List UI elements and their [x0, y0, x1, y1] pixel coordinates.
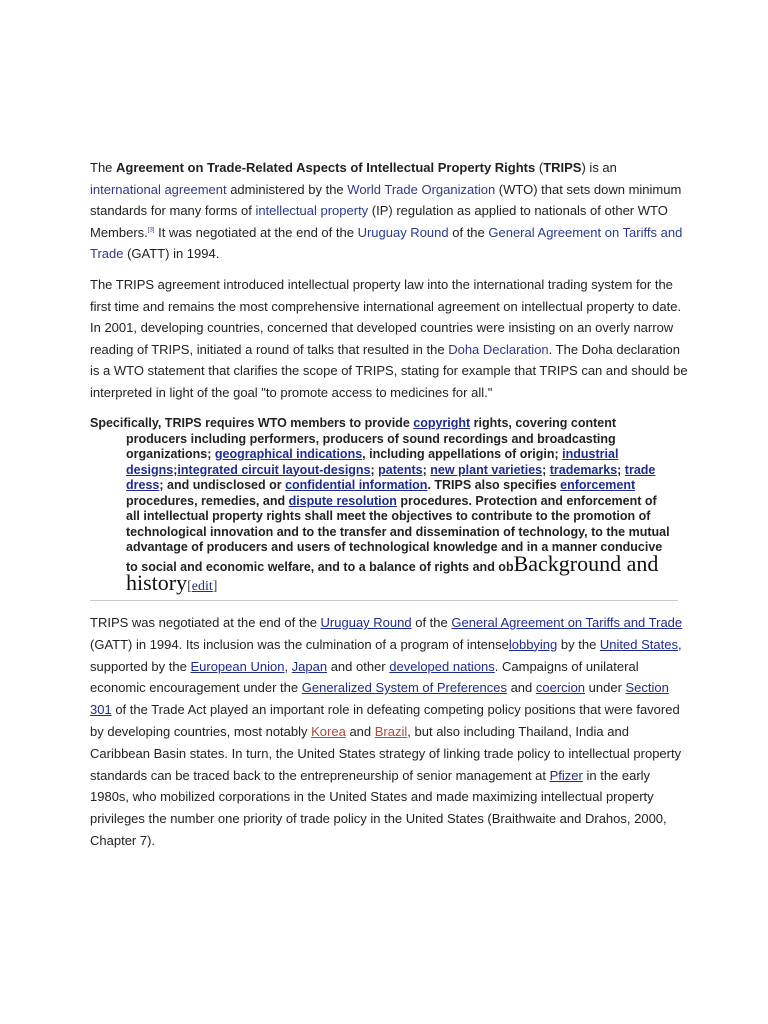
text: ) is an [581, 160, 617, 175]
link-geographical-indications[interactable]: geographical indications [214, 447, 363, 461]
text: and [506, 680, 536, 696]
text: TRIPS was negotiated at the end of the [90, 615, 321, 630]
link-enforcement[interactable]: enforcement [560, 478, 636, 492]
trips-overview-paragraph [90, 274, 688, 404]
link-trade-dress[interactable]: trade dress [126, 462, 656, 492]
text: under [585, 680, 626, 696]
link-industrial-designs[interactable]: industrial designs [126, 447, 619, 477]
text: of the [448, 224, 489, 240]
text: ; [542, 462, 550, 477]
text: of the Trade Act played an important role in defeating competing policy positions that were favored by developing countries, most notably [90, 702, 680, 739]
text: , [284, 658, 292, 674]
edit-section-link-group [187, 579, 217, 594]
link-pfizer[interactable]: Pfizer [549, 767, 583, 783]
link-japan[interactable]: Japan [291, 658, 328, 674]
text: rights, covering content [470, 416, 617, 430]
link-uruguay-round[interactable]: Uruguay Round [320, 615, 412, 630]
text: . TRIPS also specifies [427, 478, 561, 492]
text: in the early 1980s, who mobilized corporations in the United States and made maximizing intellectual property privileges the number one priority of trade policy in the United States (Braithwaite and Drahos, 2000, Chapter 7). [90, 767, 667, 848]
link-integrated-circuit-layout-designs[interactable]: integrated circuit layout-designs [177, 462, 371, 477]
agreement-title-bold: Agreement on Trade-Related Aspects of Intellectual Property Rights [116, 160, 536, 175]
heading-divider [90, 600, 678, 601]
link-confidential-information[interactable]: confidential information [285, 478, 428, 492]
text: administered by the [226, 181, 348, 197]
text: producers including performers, producers of sound recordings and broadcasting organizations; [126, 431, 616, 461]
text: ; [422, 462, 431, 477]
text: Specifically, TRIPS requires WTO members to provide [90, 416, 414, 430]
link-european-union[interactable]: European Union [190, 658, 285, 674]
link-lobbying[interactable]: lobbying [508, 636, 558, 652]
text: by the [557, 636, 600, 652]
intro-paragraph [90, 157, 688, 265]
reference-link[interactable]: [3] [147, 227, 155, 234]
link-patents[interactable]: patents [378, 462, 423, 477]
text: (IP) regulation as applied to nationals of other WTO Members. [90, 203, 668, 240]
section-heading-background: Background and history [126, 550, 659, 595]
link-section-301[interactable]: Section 301 [90, 680, 669, 718]
requirements-first-line [90, 416, 670, 432]
link-brazil[interactable]: Brazil [374, 723, 408, 739]
text: and other [327, 658, 390, 674]
requirements-body [90, 432, 670, 595]
text: procedures. Protection and enforcement of all intellectual property rights shall meet the objectives to contribute to the promotion of technological innovation and to the transfer and dissemination of technology, to the mutual advantage of producers and users of technological knowledge and in a manner conducive to social and economic welfare, and to a balance of rights and ob [126, 493, 670, 574]
text: (GATT) in 1994. Its inclusion was the culmination of a program of intense [90, 636, 509, 652]
text: ; [617, 462, 625, 477]
text: . The Doha declaration is a WTO statement that clarifies the scope of TRIPS, stating for example that TRIPS can and should be interpreted in light of the goal "to promote access to medicines for all." [90, 341, 688, 400]
text: (WTO) that sets down minimum standards for many forms of [90, 181, 682, 218]
link-coercion[interactable]: coercion [535, 680, 586, 696]
link-new-plant-varieties[interactable]: new plant varieties [430, 462, 543, 477]
text: (GATT) in 1994. [123, 246, 220, 261]
edit-section-link[interactable]: edit [191, 579, 213, 594]
link-copyright[interactable]: copyright [413, 416, 471, 430]
text: , supported by the [90, 636, 682, 674]
trips-bold: TRIPS [543, 160, 582, 175]
link-developed-nations[interactable]: developed nations [389, 658, 495, 674]
text: It was negotiated at the end of the [154, 224, 358, 240]
text: The TRIPS agreement introduced intellectual property law into the international trading system for the first time and remains the most comprehensive international agreement on intellectual property to date. In 2001, developing countries, concerned that developed countries were insisting on an overly narrow reading of TRIPS, initiated a round of talks that resulted in the [90, 277, 682, 357]
link-generalized-system-of-preferences[interactable]: Generalized System of Preferences [301, 680, 507, 696]
text: and [345, 723, 375, 739]
link-korea[interactable]: Korea [311, 723, 346, 739]
text: ; [370, 462, 379, 477]
link-world-trade-organization[interactable]: World Trade Organization [347, 181, 496, 197]
trips-requirements-block [90, 416, 670, 595]
text: ( [535, 160, 544, 175]
link-trademarks[interactable]: trademarks [549, 462, 618, 477]
bracket-close: ] [212, 579, 218, 594]
link-international-agreement[interactable]: international agreement [90, 181, 227, 197]
background-paragraph [90, 612, 688, 852]
link-dispute-resolution[interactable]: dispute resolution [288, 493, 397, 508]
text: , including appellations of origin; [362, 447, 563, 461]
text: ; and undisclosed or [159, 478, 286, 492]
text: procedures, remedies, and [126, 493, 289, 508]
link-doha-declaration[interactable]: Doha Declaration [448, 341, 549, 357]
link-gatt[interactable]: General Agreement on Tariffs and Trade [451, 615, 683, 630]
text: . Campaigns of unilateral economic encouragement under the [90, 658, 639, 696]
text: ; [173, 462, 178, 477]
text: of the [411, 615, 452, 630]
bracket-open: [ [187, 579, 192, 594]
link-uruguay-round[interactable]: Uruguay Round [357, 224, 449, 240]
link-intellectual-property[interactable]: intellectual property [255, 203, 369, 218]
text: The [90, 160, 117, 175]
link-united-states[interactable]: United States [599, 636, 678, 652]
text: , but also including Thailand, India and Caribbean Basin states. In turn, the United States strategy of linking trade policy to intellectual property standards can be traced back to the entrepreneurship of senior management at [90, 723, 682, 783]
link-gatt[interactable]: General Agreement on Tariffs and Trade [90, 224, 683, 261]
